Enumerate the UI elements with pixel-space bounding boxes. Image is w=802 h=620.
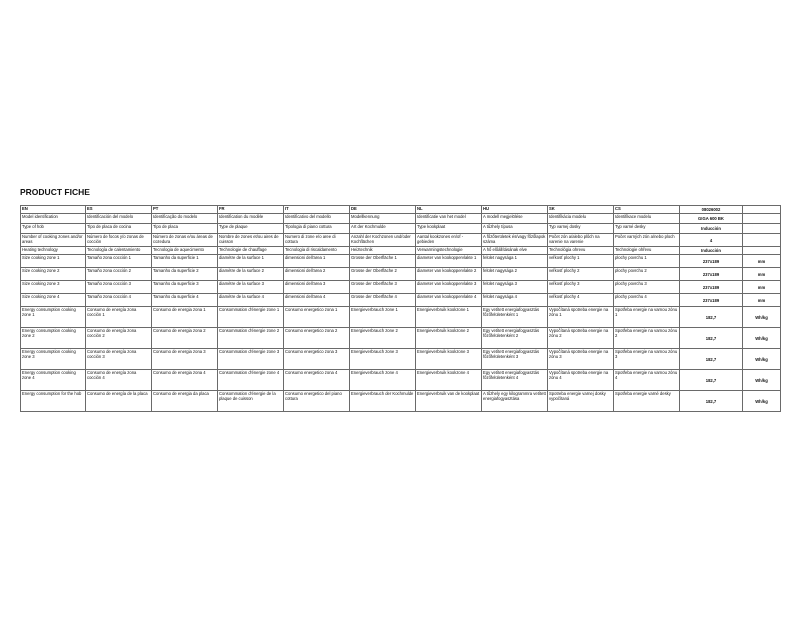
table-row <box>21 224 781 234</box>
table-cell: A tűzhely egy kilogrammra vetített energiafogyasztása <box>482 391 548 412</box>
table-cell: Identificatie van het model <box>416 214 482 224</box>
table-cell: Número de zonas e/ou áreas de cozedura <box>152 234 218 247</box>
table-cell: Vypočítaná spotreba energie na zónu 4 <box>548 370 614 391</box>
table-cell: Počet zón a/alebo plôch na varenie na varenie <box>548 234 614 247</box>
table-header-row <box>21 206 781 214</box>
table-cell: Energieverbrauch zone 2 <box>350 328 416 349</box>
table-cell: Consumo de energía de la placa <box>86 391 152 412</box>
table-cell: Size cooking zone 3 <box>21 281 86 294</box>
table-cell: Type of hob <box>21 224 86 234</box>
table-cell: A hő előállításának elve <box>482 247 548 255</box>
unit-cell: mm <box>743 268 781 281</box>
table-row <box>21 294 781 307</box>
table-cell: Počet varných zón a/nebo ploch <box>614 234 680 247</box>
table-cell: Technológia ohrevu <box>548 247 614 255</box>
table-cell: plochy povrchu 2 <box>614 268 680 281</box>
table-cell: Grosse der Oberfläche 2 <box>350 268 416 281</box>
table-cell: A tűzhely típusa <box>482 224 548 234</box>
table-cell: Grosse der Oberfläche 4 <box>350 294 416 307</box>
table-cell: Tamanho da superficie 3 <box>152 281 218 294</box>
table-cell: Egy vetített energiafogyasztás főzőfelületenként 1 <box>482 307 548 328</box>
unit-cell <box>743 247 781 255</box>
unit-cell: Wh/kg <box>743 391 781 412</box>
table-cell: Consumo de energia zona 2 <box>152 328 218 349</box>
table-cell: Identifikácia modelu <box>548 214 614 224</box>
table-cell: Spotreba energie varnej dosky vypočítaná <box>548 391 614 412</box>
article-number: 08026002 <box>680 206 743 214</box>
table-cell: Energy consumption for the hob <box>21 391 86 412</box>
table-cell: Vypočítaná spotreba energie na zónu 3 <box>548 349 614 370</box>
table-cell: Spotřeba energie varné desky <box>614 391 680 412</box>
table-cell: Tamanho da superficie 1 <box>152 255 218 268</box>
table-cell: Consumo de energía zona cocción 3 <box>86 349 152 370</box>
table-cell: Vypočítaná spotreba energie na zónu 2 <box>548 328 614 349</box>
table-cell: Consumo energetico del piano cottura <box>284 391 350 412</box>
table-cell: Consumo de energía zona cocción 2 <box>86 328 152 349</box>
table-row <box>21 281 781 294</box>
header-unit <box>743 206 781 214</box>
table-cell: Heiztechnik <box>350 247 416 255</box>
table-cell: Typ varnej dosky <box>548 224 614 234</box>
table-cell: Identifikace modelu <box>614 214 680 224</box>
table-cell: veľkosť plochy 2 <box>548 268 614 281</box>
table-cell: Aantal kookzones en/of -gebieden <box>416 234 482 247</box>
table-cell: Vypočítaná spotreba energie na zónu 1 <box>548 307 614 328</box>
column-header-hu: HU <box>482 206 548 214</box>
table-cell: Tecnologia de aquecimento <box>152 247 218 255</box>
table-cell: Spotřeba energie na varnou zónu 2 <box>614 328 680 349</box>
table-cell: Energieverbruik kookzone 4 <box>416 370 482 391</box>
table-cell: diamètre de la surface 1 <box>218 255 284 268</box>
table-cell: Tecnología de calentamiento <box>86 247 152 255</box>
table-cell: plochy povrchu 3 <box>614 281 680 294</box>
table-cell: diamètre de la surface 2 <box>218 268 284 281</box>
table-row <box>21 307 781 328</box>
table-row <box>21 349 781 370</box>
table-cell: Energy consumption cooking zone 3 <box>21 349 86 370</box>
table-cell: Tipo de placa de cocina <box>86 224 152 234</box>
column-header-de: DE <box>350 206 416 214</box>
unit-cell <box>743 214 781 224</box>
value-cell: Inducción <box>680 247 743 255</box>
table-cell: Energy consumption cooking zone 1 <box>21 307 86 328</box>
table-cell: Energy consumption cooking zone 2 <box>21 328 86 349</box>
table-cell: Consommation d'énergie zone 2 <box>218 328 284 349</box>
table-cell: Energieverbruik kookzone 1 <box>416 307 482 328</box>
table-cell: Size cooking zone 2 <box>21 268 86 281</box>
value-cell: 182,7 <box>680 391 743 412</box>
table-cell: Energieverbruik van de kookplaat <box>416 391 482 412</box>
table-cell: Grosse der Oberfläche 1 <box>350 255 416 268</box>
table-cell: Tamanho da superficie 2 <box>152 268 218 281</box>
table-cell: veľkosť plochy 4 <box>548 294 614 307</box>
table-cell: Consumo de energia zona 3 <box>152 349 218 370</box>
table-cell: Spotřeba energie na varnou zónu 1 <box>614 307 680 328</box>
table-cell: dimensioni dell'area 4 <box>284 294 350 307</box>
table-cell: Anzahl der Kochzonen und/oder Kochflächen <box>350 234 416 247</box>
table-cell: Model identification <box>21 214 86 224</box>
table-cell: Spotřeba energie na varnou zónu 3 <box>614 349 680 370</box>
table-row <box>21 214 781 224</box>
table-cell: Energieverbrauch zone 1 <box>350 307 416 328</box>
table-cell: Energieverbruik kookzone 2 <box>416 328 482 349</box>
table-cell: Tamaño zona cocción 1 <box>86 255 152 268</box>
column-header-nl: NL <box>416 206 482 214</box>
table-cell: Consumo de energia zona 4 <box>152 370 218 391</box>
column-header-pt: PT <box>152 206 218 214</box>
table-cell: Identificación del modelo <box>86 214 152 224</box>
unit-cell: Wh/kg <box>743 328 781 349</box>
table-cell: Spotřeba energie na varnou zónu 4 <box>614 370 680 391</box>
table-cell: diamètre de la surface 3 <box>218 281 284 294</box>
table-cell: dimensioni dell'area 2 <box>284 268 350 281</box>
product-fiche-table <box>20 205 781 412</box>
table-cell: diameter van kookoppervlakte 1 <box>416 255 482 268</box>
unit-cell: Wh/kg <box>743 307 781 328</box>
table-cell: Consumo de energia da placa <box>152 391 218 412</box>
table-cell: Identification du modèle <box>218 214 284 224</box>
table-cell: Consumo energetico zona 1 <box>284 307 350 328</box>
unit-cell: Wh/kg <box>743 349 781 370</box>
unit-cell: Wh/kg <box>743 370 781 391</box>
table-cell: plochy povrchu 4 <box>614 294 680 307</box>
table-cell: Consumo de energía zona cocción 4 <box>86 370 152 391</box>
table-cell: Tipologia di piano cottura <box>284 224 350 234</box>
page-title: PRODUCT FICHE <box>20 187 90 197</box>
table-cell: diameter van kookoppervlakte 4 <box>416 294 482 307</box>
table-cell: felület nagysága 2 <box>482 268 548 281</box>
table-cell: dimensioni dell'area 1 <box>284 255 350 268</box>
table-cell: Tamaño zona cocción 4 <box>86 294 152 307</box>
value-cell: 237x189 <box>680 255 743 268</box>
value-cell: 182,7 <box>680 307 743 328</box>
table-cell: Heating technology <box>21 247 86 255</box>
table-cell: Size cooking zone 1 <box>21 255 86 268</box>
value-cell: 182,7 <box>680 349 743 370</box>
table-cell: Consumo energetico zona 2 <box>284 328 350 349</box>
value-cell: 182,7 <box>680 370 743 391</box>
table-cell: Typ varné desky <box>614 224 680 234</box>
table-row <box>21 370 781 391</box>
table-cell: Consumo de energía zona cocción 1 <box>86 307 152 328</box>
table-cell: Tipo de placa <box>152 224 218 234</box>
table-cell: Tamaño zona cocción 2 <box>86 268 152 281</box>
table-cell: dimensioni dell'area 3 <box>284 281 350 294</box>
column-header-sk: SK <box>548 206 614 214</box>
table-cell: Consumo energetico zona 4 <box>284 370 350 391</box>
column-header-cs: CS <box>614 206 680 214</box>
table-cell: Consommation d'énergie zone 3 <box>218 349 284 370</box>
column-header-fr: FR <box>218 206 284 214</box>
table-cell: Type de plaque <box>218 224 284 234</box>
column-header-it: IT <box>284 206 350 214</box>
table-cell: Consommation d'énergie zone 4 <box>218 370 284 391</box>
table-cell: Energieverbrauch zone 4 <box>350 370 416 391</box>
table-cell: Energieverbrauch der Kochmulde <box>350 391 416 412</box>
table-cell: plochy povrchu 1 <box>614 255 680 268</box>
table-row <box>21 255 781 268</box>
table-cell: Numero di zone e/o aree di cottura <box>284 234 350 247</box>
table-cell: Modellkennung <box>350 214 416 224</box>
unit-cell <box>743 234 781 247</box>
table-cell: Grosse der Oberfläche 3 <box>350 281 416 294</box>
table-cell: Tecnologia di riscaldamento <box>284 247 350 255</box>
table-row <box>21 328 781 349</box>
table-cell: Tamanho da superficie 4 <box>152 294 218 307</box>
column-header-es: ES <box>86 206 152 214</box>
table-cell: felület nagysága 4 <box>482 294 548 307</box>
value-cell: 237x189 <box>680 281 743 294</box>
table-cell: Número de focos y/o zonas de cocción <box>86 234 152 247</box>
table-cell: Energy consumption cooking zone 4 <box>21 370 86 391</box>
value-cell: 182,7 <box>680 328 743 349</box>
column-header-en: EN <box>21 206 86 214</box>
table-cell: veľkosť plochy 3 <box>548 281 614 294</box>
value-cell: 237x189 <box>680 294 743 307</box>
table-cell: Tamaño zona cocción 3 <box>86 281 152 294</box>
table-cell: Consumo de energia zona 1 <box>152 307 218 328</box>
table-cell: Egy vetített energiafogyasztás főzőfelületenként 4 <box>482 370 548 391</box>
table-cell: Technologie ohřevu <box>614 247 680 255</box>
table-cell: Consommation d'énergie de la plaque de cuisson <box>218 391 284 412</box>
table-cell: A főzőterületek és/vagy főzőlapok száma <box>482 234 548 247</box>
table-cell: Type kookplaat <box>416 224 482 234</box>
table-cell: diameter van kookoppervlakte 3 <box>416 281 482 294</box>
table-cell: Egy vetített energiafogyasztás főzőfelületenként 3 <box>482 349 548 370</box>
table-cell: Size cooking zone 4 <box>21 294 86 307</box>
table-row <box>21 268 781 281</box>
table-cell: veľkosť plochy 1 <box>548 255 614 268</box>
table-cell: Energieverbrauch zone 3 <box>350 349 416 370</box>
table-cell: Nombre de zones et/ou aires de cuisson <box>218 234 284 247</box>
table-cell: diamètre de la surface 4 <box>218 294 284 307</box>
value-cell: GIGA 600 BK <box>680 214 743 224</box>
table-cell: Number of cooking zones and/or areas <box>21 234 86 247</box>
unit-cell: mm <box>743 255 781 268</box>
value-cell: Inducción <box>680 224 743 234</box>
table-cell: Consommation d'énergie zone 1 <box>218 307 284 328</box>
table-cell: felület nagysága 1 <box>482 255 548 268</box>
table-cell: Consumo energetico zona 3 <box>284 349 350 370</box>
table-cell: Identificativo del modello <box>284 214 350 224</box>
table-cell: Identificação do modelo <box>152 214 218 224</box>
table-cell: Egy vetített energiafogyasztás főzőfelületenként 2 <box>482 328 548 349</box>
table-row <box>21 247 781 255</box>
table-cell: Verwarmingstechnologie <box>416 247 482 255</box>
table-cell: Art der Kochmulde <box>350 224 416 234</box>
table-row <box>21 234 781 247</box>
value-cell: 237x189 <box>680 268 743 281</box>
table-cell: Energieverbruik kookzone 3 <box>416 349 482 370</box>
table-cell: Technologie de chauffage <box>218 247 284 255</box>
unit-cell: mm <box>743 281 781 294</box>
unit-cell <box>743 224 781 234</box>
value-cell: 4 <box>680 234 743 247</box>
unit-cell: mm <box>743 294 781 307</box>
table-row <box>21 391 781 412</box>
table-cell: diameter van kookoppervlakte 2 <box>416 268 482 281</box>
table-cell: A modell megjelölése <box>482 214 548 224</box>
table-cell: felület nagysága 3 <box>482 281 548 294</box>
